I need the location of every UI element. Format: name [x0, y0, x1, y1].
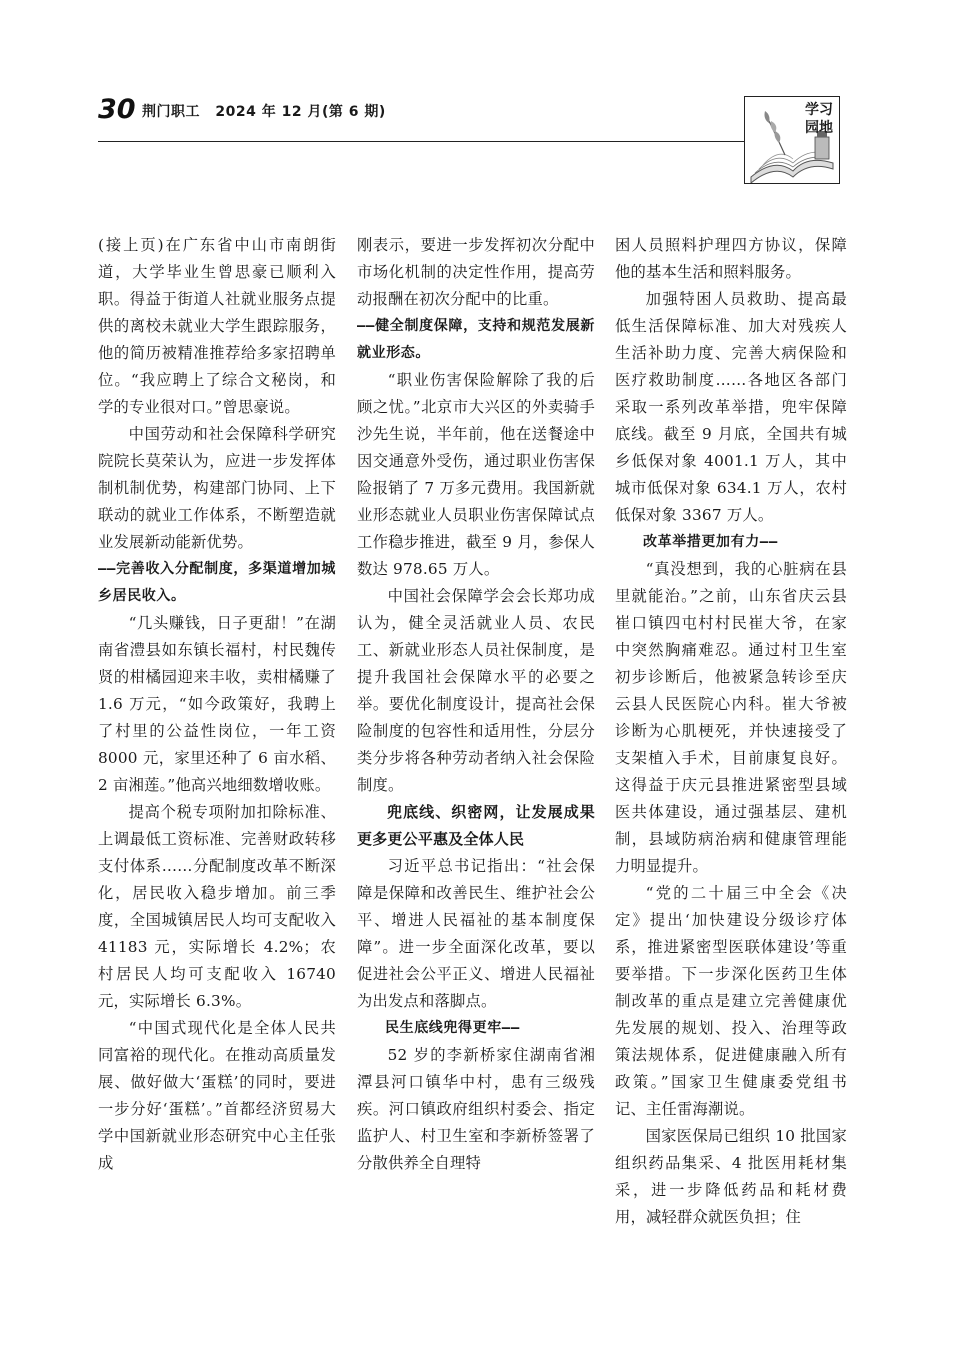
article-paragraph: 52 岁的李新桥家住湖南省湘潭县河口镇华中村，患有三级残疾。河口镇政府组织村委会、指定监护人、村卫生室和李新桥签署了分散供养全自理特	[357, 1046, 595, 1172]
article-paragraph: (接上页)在广东省中山市南朗街道，大学毕业生曾思豪已顺利入职。得益于街道人社就业服务点提供的离校未就业大学生跟踪服务，他的简历被精准推荐给多家招聘单位。“我应聘上了综合文秘岗，和学的专业很对口。”曾思豪说。	[98, 236, 336, 416]
section-title	[805, 101, 833, 137]
magazine-info	[142, 101, 396, 121]
article-paragraph: “几头赚钱，日子更甜！”在湖南省澧县如东镇长福村，村民魏传贤的柑橘园迎来丰收，卖柑橘赚了 1.6 万元，“如今政策好，我聘上了村里的公益性岗位，一年工资 8000 元，家里还种了 6 亩水稻、2 亩湘莲。”他高兴地细数增收账。	[98, 614, 336, 794]
article-paragraph: 加强特困人员救助、提高最低生活保障标准、加大对残疾人生活补助力度、完善大病保险和医疗救助制度……各地区各部门采取一系列改革举措，兜牢保障底线。截至 9 月底，全国共有城乡低保对象 4001.1 万人，其中城市低保对象 634.1 万人，农村低保对象 3367 万人。	[615, 290, 847, 524]
sub-heading: 民生底线兜得更牢——	[385, 1020, 520, 1036]
page-number: 30	[98, 94, 136, 125]
article-paragraph: “党的二十届三中全会《决定》提出‘加快建设分级诊疗体系，推进紧密型医联体建设’等重要举措。下一步深化医药卫生体制改革的重点是建立完善健康优先发展的规划、投入、治理等政策法规体系，促进健康融入所有政策。”国家卫生健康委党组书记、主任雷海潮说。	[615, 884, 847, 1118]
section-heading: 兜底线、织密网，让发展成果更多更公平惠及全体人民	[357, 803, 595, 848]
sub-heading: 改革举措更加有力——	[643, 534, 778, 550]
article-paragraph: 习近平总书记指出：“社会保障是保障和改善民生、维护社会公平、增进人民福祉的基本制度保障”。进一步全面深化改革，要以促进社会公平正义、增进人民福祉为出发点和落脚点。	[357, 857, 595, 1010]
article-paragraph: 中国社会保障学会会长郑功成认为，健全灵活就业人员、农民工、新就业形态人员社保制度，是提升我国社会保障水平的必要之举。要优化制度设计，提高社会保险制度的包容性和适用性，分层分类分步将各种劳动者纳入社会保险制度。	[357, 587, 595, 794]
issue-date: 2024 年 12 月(第 6 期)	[215, 104, 386, 120]
header-rule	[98, 141, 744, 142]
page-header	[98, 94, 842, 144]
article-paragraph: 提高个税专项附加扣除标准、上调最低工资标准、完善财政转移支付体系……分配制度改革不断深化，居民收入稳步增加。前三季度，全国城镇居民人均可支配收入 41183 元，实际增长 4.2%；农村居民人均可支配收入 16740 元，实际增长 6.3%。	[98, 803, 336, 1010]
article-column-2	[357, 232, 595, 1177]
article-paragraph: 国家医保局已组织 10 批国家组织药品集采、4 批医用耗材集采，进一步降低药品和耗材费用，减轻群众就医负担；住	[615, 1127, 847, 1226]
article-column-1	[98, 232, 336, 1177]
article-column-3	[615, 232, 847, 1231]
section-title-line-2: 园地	[805, 120, 833, 136]
magazine-title: 荆门职工	[142, 104, 200, 120]
section-title-line-1: 学习	[805, 102, 833, 118]
sub-heading: ——健全制度保障，支持和规范发展新就业形态。	[357, 318, 595, 361]
article-paragraph: 刚表示，要进一步发挥初次分配中市场化机制的决定性作用，提高劳动报酬在初次分配中的比重。	[357, 236, 595, 308]
sub-heading: ——完善收入分配制度，多渠道增加城乡居民收入。	[98, 561, 336, 604]
article-paragraph: “职业伤害保险解除了我的后顾之忧。”北京市大兴区的外卖骑手沙先生说，半年前，他在送餐途中因交通意外受伤，通过职业伤害保险报销了 7 万多元费用。我国新就业形态就业人员职业伤害保障试点工作稳步推进，截至 9 月，参保人数达 978.65 万人。	[357, 371, 595, 578]
section-badge	[744, 96, 840, 184]
article-paragraph: 困人员照料护理四方协议，保障他的基本生活和照料服务。	[615, 236, 847, 281]
article-paragraph: 中国劳动和社会保障科学研究院院长莫荣认为，应进一步发挥体制机制优势，构建部门协同、上下联动的就业工作体系，不断塑造就业发展新动能新优势。	[98, 425, 336, 551]
article-paragraph: “真没想到，我的心脏病在县里就能治。”之前，山东省庆云县崔口镇四屯村村民崔大爷，在家中突然胸痛难忍。通过村卫生室初步诊断后，他被紧急转诊至庆云县人民医院心内科。崔大爷被诊断为心肌梗死，并快速接受了支架植入手术，目前康复良好。这得益于庆元县推进紧密型县域医共体建设，通过强基层、建机制，县域防病治病和健康管理能力明显提升。	[615, 560, 847, 875]
article-paragraph: “中国式现代化是全体人民共同富裕的现代化。在推动高质量发展、做好做大‘蛋糕’的同时，要进一步分好‘蛋糕’。”首都经济贸易大学中国新就业形态研究中心主任张成	[98, 1019, 336, 1172]
